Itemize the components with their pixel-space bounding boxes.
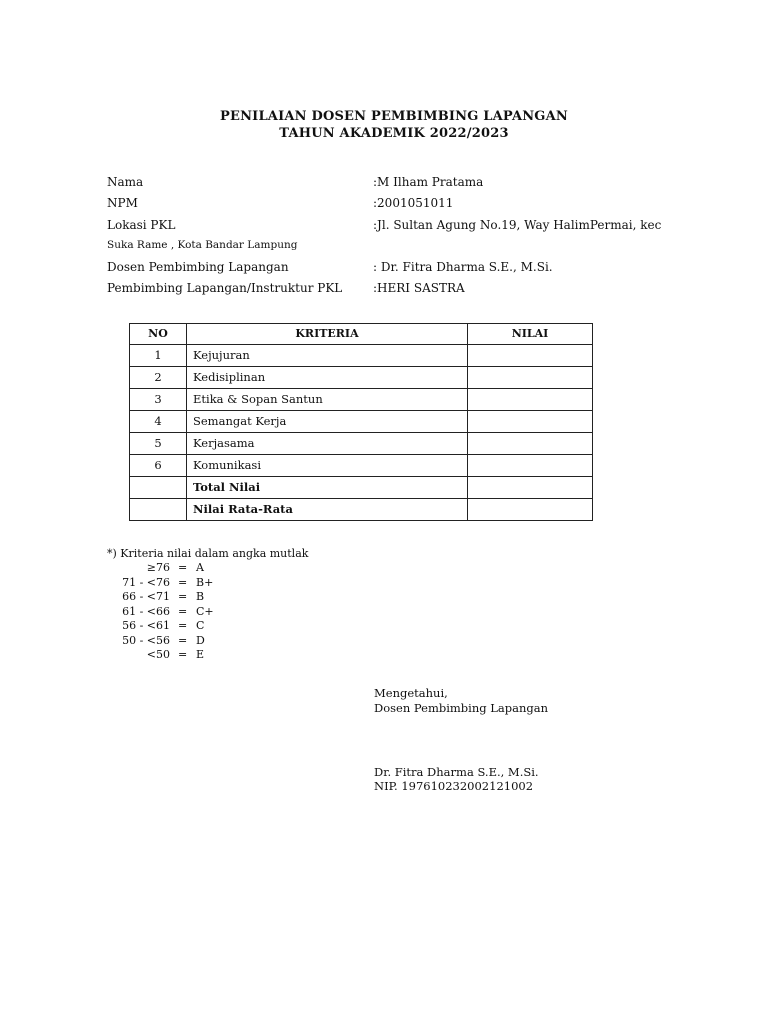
signatory-role: Dosen Pembimbing Lapangan [374, 701, 548, 715]
grading-note: *) Kriteria nilai dalam angka mutlak [107, 547, 309, 560]
total-number-cell [130, 477, 187, 499]
grade-equals: = [178, 648, 188, 661]
total-label: Total Nilai [187, 477, 468, 499]
grade-letter: D [196, 633, 205, 647]
name-label: Nama [107, 175, 144, 189]
instructor-label: Pembimbing Lapangan/Instruktur PKL [107, 281, 343, 295]
column-header-kriteria: KRITERIA [187, 324, 468, 345]
table-row [130, 433, 593, 455]
column-header-nilai: NILAI [468, 324, 593, 345]
grade-row [0, 634, 300, 649]
row-number: 2 [130, 367, 187, 389]
criteria-cell: Etika & Sopan Santun [187, 389, 468, 411]
supervisor-value: : Dr. Fitra Dharma S.E., M.Si. [373, 260, 553, 274]
grade-letter: B+ [196, 575, 214, 589]
score-cell[interactable] [468, 411, 593, 433]
grade-range: <50 [146, 648, 170, 661]
grade-range: 61 - <66 [122, 604, 170, 618]
average-row [130, 499, 593, 521]
name-value: :M Ilham Pratama [373, 175, 484, 189]
grade-letter: B [196, 590, 205, 603]
grade-equals: = [178, 575, 188, 589]
criteria-cell: Semangat Kerja [187, 411, 468, 433]
grade-letter: E [196, 648, 205, 661]
grade-row [0, 590, 300, 605]
criteria-cell: Kerjasama [187, 433, 468, 455]
grade-equals: = [178, 590, 188, 603]
average-score-cell[interactable] [468, 499, 593, 521]
signatory-name: Dr. Fitra Dharma S.E., M.Si. [374, 765, 539, 779]
signatory-nip: NIP. 197610232002121002 [374, 779, 534, 793]
grade-row [0, 576, 300, 591]
table-row [130, 389, 593, 411]
table-header-row [130, 324, 593, 345]
grade-equals: = [178, 633, 188, 647]
row-number: 6 [130, 455, 187, 477]
grade-letter: A [196, 561, 204, 574]
location-value: :Jl. Sultan Agung No.19, Way HalimPermai, kec [373, 218, 662, 232]
grade-range: 71 - <76 [122, 575, 170, 589]
grade-letter: C+ [196, 604, 214, 618]
grade-row [0, 605, 300, 620]
grade-row [0, 619, 300, 634]
criteria-cell: Komunikasi [187, 455, 468, 477]
criteria-cell: Kedisiplinan [187, 367, 468, 389]
average-label: Nilai Rata-Rata [187, 499, 468, 521]
location-label: Lokasi PKL [107, 218, 176, 232]
total-score-cell[interactable] [468, 477, 593, 499]
score-cell[interactable] [468, 433, 593, 455]
assessment-table [129, 323, 593, 521]
grade-equals: = [178, 604, 188, 618]
row-number: 3 [130, 389, 187, 411]
row-number: 4 [130, 411, 187, 433]
column-header-no: NO [130, 324, 187, 345]
grade-range: 66 - <71 [122, 590, 170, 603]
grade-letter: C [196, 619, 205, 632]
row-number: 5 [130, 433, 187, 455]
location-continuation: Suka Rame , Kota Bandar Lampung [107, 239, 298, 251]
total-row [130, 477, 593, 499]
table-row [130, 455, 593, 477]
table-row [130, 411, 593, 433]
acknowledgement-label: Mengetahui, [374, 686, 448, 700]
grade-range: 50 - <56 [122, 633, 170, 647]
grade-row [0, 648, 300, 663]
supervisor-label: Dosen Pembimbing Lapangan [107, 260, 289, 274]
average-number-cell [130, 499, 187, 521]
score-cell[interactable] [468, 389, 593, 411]
instructor-value: :HERI SASTRA [373, 281, 465, 295]
score-cell[interactable] [468, 455, 593, 477]
table-row [130, 367, 593, 389]
score-cell[interactable] [468, 367, 593, 389]
npm-value: :2001051011 [373, 196, 454, 210]
npm-label: NPM [107, 196, 138, 210]
document-title: PENILAIAN DOSEN PEMBIMBING LAPANGAN [220, 109, 568, 124]
score-cell[interactable] [468, 345, 593, 367]
grade-equals: = [178, 561, 188, 574]
grade-range: ≥76 [146, 561, 170, 574]
academic-year-title: TAHUN AKADEMIK 2022/2023 [279, 126, 509, 141]
grade-row [0, 561, 300, 576]
table-row [130, 345, 593, 367]
criteria-cell: Kejujuran [187, 345, 468, 367]
grade-equals: = [178, 619, 188, 632]
row-number: 1 [130, 345, 187, 367]
grade-range: 56 - <61 [122, 619, 170, 632]
